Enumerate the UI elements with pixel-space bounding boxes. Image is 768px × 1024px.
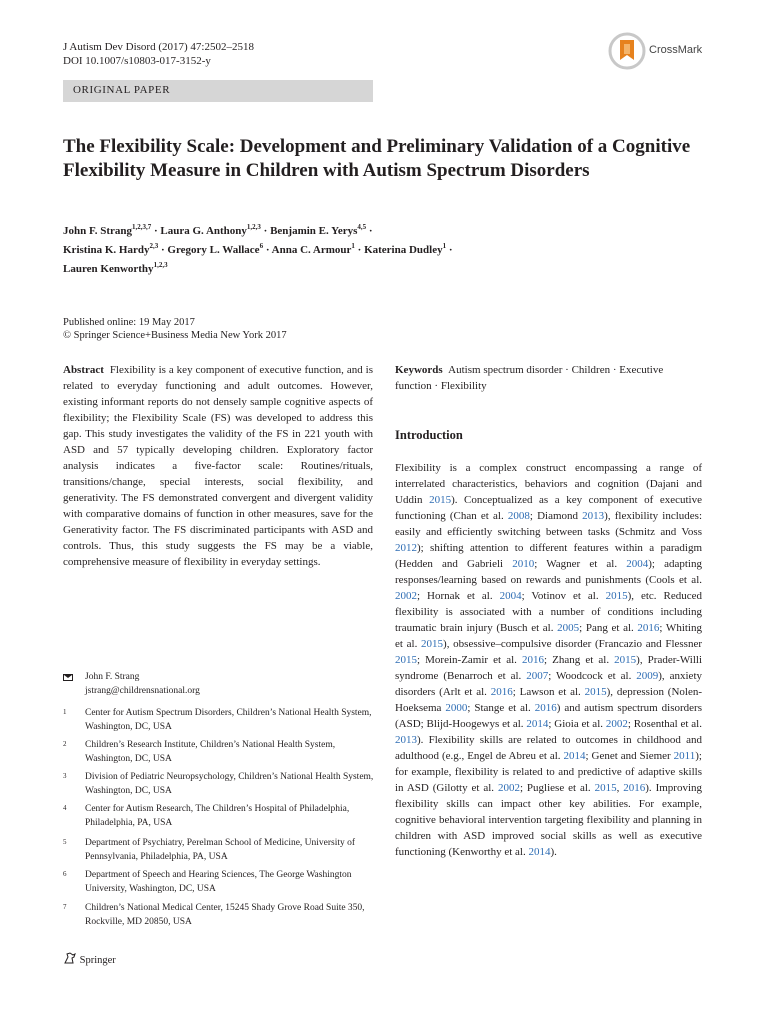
- introduction-text: ). Conceptualized as a key component of executive functioning (Chan et al.: [395, 494, 702, 522]
- citation-link[interactable]: 2013: [582, 510, 605, 522]
- author-name: Gregory L. Wallace: [167, 244, 260, 256]
- affiliation-text: Division of Pediatric Neuropsychology, Children’s National Health System, Washington, DC, USA: [85, 772, 374, 796]
- introduction-text: ; Votinov et al.: [521, 590, 606, 602]
- author-list: [63, 222, 703, 279]
- introduction-text: ), obsessive–compulsive disorder (Francazio and Flessner: [443, 638, 702, 650]
- abstract-text: Flexibility is a key component of executive function, and is related to everyday functioning and adult outcomes. However, existing informant reports do not densely sample cognitive aspects of flexibility; the Flexibility Scale (FS) was developed to address this gap. This study investigates the validity of the FS in 221 youth with ASD and 57 typically developing children. Exploratory factor analysis indicates a five-factor scale: Routines/rituals, transitions/change, special interests, social flexibility, and generativity. The FS demonstrated convergent and divergent validity with comparative domains of function in other measures, save for the Generativity factor. The FS discriminated participants with ASD and controls. Thus, this study suggests the FS may be a viable, comprehensive measure of flexibility in everyday settings.: [63, 364, 373, 568]
- author-affiliation-marker: 1: [442, 242, 447, 250]
- introduction-text: ); for example, flexibility is related to and predictive of adaptive skills in ASD (Gilotty et al.: [395, 750, 702, 794]
- introduction-text: ; Genet and Siemer: [585, 750, 674, 762]
- affiliation-number: 1: [63, 708, 67, 716]
- citation-link[interactable]: 2007: [526, 670, 549, 682]
- citation-link[interactable]: 2011: [673, 750, 696, 762]
- affiliation-text: Department of Psychiatry, Perelman School of Medicine, University of Pennsylvania, Philadelphia, PA, USA: [85, 838, 356, 862]
- introduction-text: ; Stange et al.: [467, 702, 535, 714]
- introduction-text: ; Whiting et al.: [395, 622, 702, 650]
- citation-link[interactable]: 2014: [526, 718, 549, 730]
- affiliation-text: Center for Autism Research, The Children’s Hospital of Philadelphia, Philadelphia, PA, USA: [85, 804, 350, 828]
- citation-link[interactable]: 2016: [637, 622, 660, 634]
- paper-title: The Flexibility Scale: Development and Preliminary Validation of a Cognitive Flexibility Measure in Children with Autism Spectrum Disorders: [63, 136, 691, 181]
- correspondence: [63, 670, 363, 698]
- introduction-heading: Introduction: [395, 428, 463, 442]
- affiliation-text: Children’s National Medical Center, 15245 Shady Grove Road Suite 350, Rockville, MD 20850, USA: [85, 903, 365, 927]
- affiliation-number: 6: [63, 870, 67, 878]
- citation-link[interactable]: 2005: [557, 622, 580, 634]
- section-band-label: ORIGINAL PAPER: [73, 84, 171, 96]
- envelope-icon: [63, 674, 73, 681]
- author-line-3: [63, 260, 703, 279]
- introduction-text: ).: [550, 846, 557, 858]
- author-affiliation-marker: 6: [259, 242, 264, 250]
- citation-link[interactable]: 2008: [507, 510, 530, 522]
- affiliation-text: Center for Autism Spectrum Disorders, Children’s National Health System, Washington, DC, USA: [85, 708, 372, 732]
- keywords-text: Autism spectrum disorder · Children · Executive function · Flexibility: [395, 364, 664, 392]
- citation-link[interactable]: 2002: [497, 782, 520, 794]
- citation-link[interactable]: 2015: [605, 590, 628, 602]
- affiliation-number: 5: [63, 838, 67, 846]
- citation-link[interactable]: 2015: [594, 782, 617, 794]
- author-affiliation-marker: 1,2,3,7: [131, 223, 152, 231]
- introduction-text: ; Lawson et al.: [512, 686, 585, 698]
- citation-link[interactable]: 2016: [623, 782, 646, 794]
- author-name: Laura G. Anthony: [160, 225, 247, 237]
- citation-link[interactable]: 2009: [636, 670, 659, 682]
- affiliation-number: 3: [63, 772, 67, 780]
- affiliation-number: 7: [63, 903, 67, 911]
- introduction-text: ; Rosenthal et al.: [627, 718, 702, 730]
- introduction-text: ). Improving flexibility skills can impact other key abilities. For example, cognitive behavioral intervention targeting flexibility and planning in children with ASD improved social skills as well as executive functioning (Kenworthy et al.: [395, 782, 703, 858]
- crossmark-logo[interactable]: [608, 32, 646, 75]
- author-name: Benjamin E. Yerys: [270, 225, 358, 237]
- introduction-text: ; Woodcock et al.: [548, 670, 637, 682]
- affiliation-text: Children’s Research Institute, Children’s National Health System, Washington, DC, USA: [85, 740, 336, 764]
- abstract: [63, 362, 373, 570]
- introduction-text: ), depression (Nolen-Hoeksema: [395, 686, 703, 714]
- citation-link[interactable]: 2015: [584, 686, 607, 698]
- citation-link[interactable]: 2016: [534, 702, 557, 714]
- introduction-text: ; Pugliese et al.: [519, 782, 595, 794]
- introduction-text: ,: [616, 782, 624, 794]
- introduction-text: ) and autism spectrum disorders (ASD; Blijd-Hoogewys et al.: [395, 702, 702, 730]
- author-name: John F. Strang: [63, 225, 132, 237]
- doi-line: DOI 10.1007/s10803-017-3152-y: [63, 55, 211, 67]
- section-band: [63, 80, 373, 102]
- citation-link[interactable]: 2000: [445, 702, 468, 714]
- published-date: Published online: 19 May 2017: [63, 317, 195, 328]
- citation-link[interactable]: 2004: [499, 590, 522, 602]
- publication-info: [63, 316, 463, 342]
- introduction-text: ; Diamond: [529, 510, 583, 522]
- author-affiliation-marker: 4,5: [357, 223, 367, 231]
- citation-link[interactable]: 2014: [563, 750, 586, 762]
- citation-link[interactable]: 2012: [395, 542, 417, 554]
- author-affiliation-marker: 2,3: [149, 242, 159, 250]
- citation-link[interactable]: 2013: [395, 734, 417, 746]
- citation-link[interactable]: 2002: [605, 718, 628, 730]
- citation-link[interactable]: 2016: [522, 654, 544, 666]
- affiliation-number: 2: [63, 740, 67, 748]
- crossmark-icon: [608, 32, 646, 70]
- introduction-text: ), flexibility includes: easily and efficiently switching between tasks (Schmitz and Voss: [395, 510, 702, 538]
- introduction-text: ); adapting responses/learning based on rewards and punishments (Cools et al.: [395, 558, 702, 586]
- author-affiliation-marker: 1,2,3: [153, 261, 168, 269]
- keywords-label: Keywords: [395, 364, 443, 376]
- affiliation-number: 4: [63, 804, 67, 812]
- springer-footer: [63, 951, 116, 966]
- citation-link[interactable]: 2015: [395, 654, 417, 666]
- introduction-text: ; Pang et al.: [579, 622, 638, 634]
- author-name: Anna C. Armour: [271, 244, 352, 256]
- author-name: Kristina K. Hardy: [63, 244, 150, 256]
- affiliation-text: Department of Speech and Hearing Sciences, The George Washington University, Washington, DC, USA: [85, 870, 352, 894]
- citation-link[interactable]: 2015: [421, 638, 444, 650]
- introduction-text: ), Prader-Willi syndrome (Benarroch et al.: [395, 654, 702, 682]
- introduction-text: ; Zhang et al.: [544, 654, 615, 666]
- author-affiliation-marker: 1,2,3: [246, 223, 261, 231]
- introduction-text: ), etc. Reduced flexibility is associated with a number of conditions including traumatic brain injury (Busch et al.: [395, 590, 702, 634]
- introduction-text: ; Wagner et al.: [534, 558, 627, 570]
- crossmark-label: CrossMark: [649, 44, 703, 56]
- abstract-label: Abstract: [63, 364, 104, 376]
- introduction-body: [395, 460, 702, 860]
- citation-link[interactable]: 2015: [429, 494, 452, 506]
- publisher-name: Springer: [79, 955, 116, 966]
- introduction-text: ); shifting attention to different features within a paradigm (Hedden and Gabrieli: [395, 542, 702, 570]
- author-name: Katerina Dudley: [364, 244, 443, 256]
- author-affiliation-marker: 1: [351, 242, 355, 250]
- copyright-line: © Springer Science+Business Media New York 2017: [63, 330, 287, 341]
- citation-link[interactable]: 2010: [512, 558, 535, 570]
- introduction-text: Flexibility is a complex construct encompassing a range of interrelated characteristics, behaviors and cognition (Dajani and Uddin: [395, 462, 702, 506]
- introduction-text: ; Morein-Zamir et al.: [417, 654, 522, 666]
- correspondence-name: John F. Strang: [85, 672, 140, 682]
- citation-link[interactable]: 2015: [614, 654, 637, 666]
- correspondence-email[interactable]: jstrang@childrensnational.org: [85, 686, 200, 696]
- citation-link[interactable]: 2016: [490, 686, 513, 698]
- author-line-1: John F. Strang$^{1,2,3,7}$ · Laura G. Anthony$^{1,2,3}$ · Benjamin E. Yerys$^{4,5}$ ·: [63, 223, 373, 237]
- introduction-text: ), anxiety disorders (Arlt et al.: [395, 670, 702, 698]
- journal-citation: J Autism Dev Disord (2017) 47:2502–2518: [63, 41, 254, 53]
- keywords: [395, 362, 702, 394]
- springer-horse-icon: [63, 951, 77, 965]
- author-line-2: Kristina K. Hardy$^{2,3}$ · Gregory L. Wallace$^6$ · Anna C. Armour$^1$ · Katerina Dudley$^1$ ·: [63, 242, 453, 256]
- introduction-text: ; Gioia et al.: [548, 718, 606, 730]
- introduction-text: ; Hornak et al.: [417, 590, 500, 602]
- introduction-text: ). Flexibility skills are related to outcomes in childhood and adulthood (e.g., Engel de Abreu et al.: [395, 734, 702, 762]
- author-name: Lauren Kenworthy: [63, 263, 154, 275]
- citation-link[interactable]: 2004: [626, 558, 649, 570]
- citation-link[interactable]: 2002: [395, 590, 417, 602]
- citation-link[interactable]: 2014: [528, 846, 551, 858]
